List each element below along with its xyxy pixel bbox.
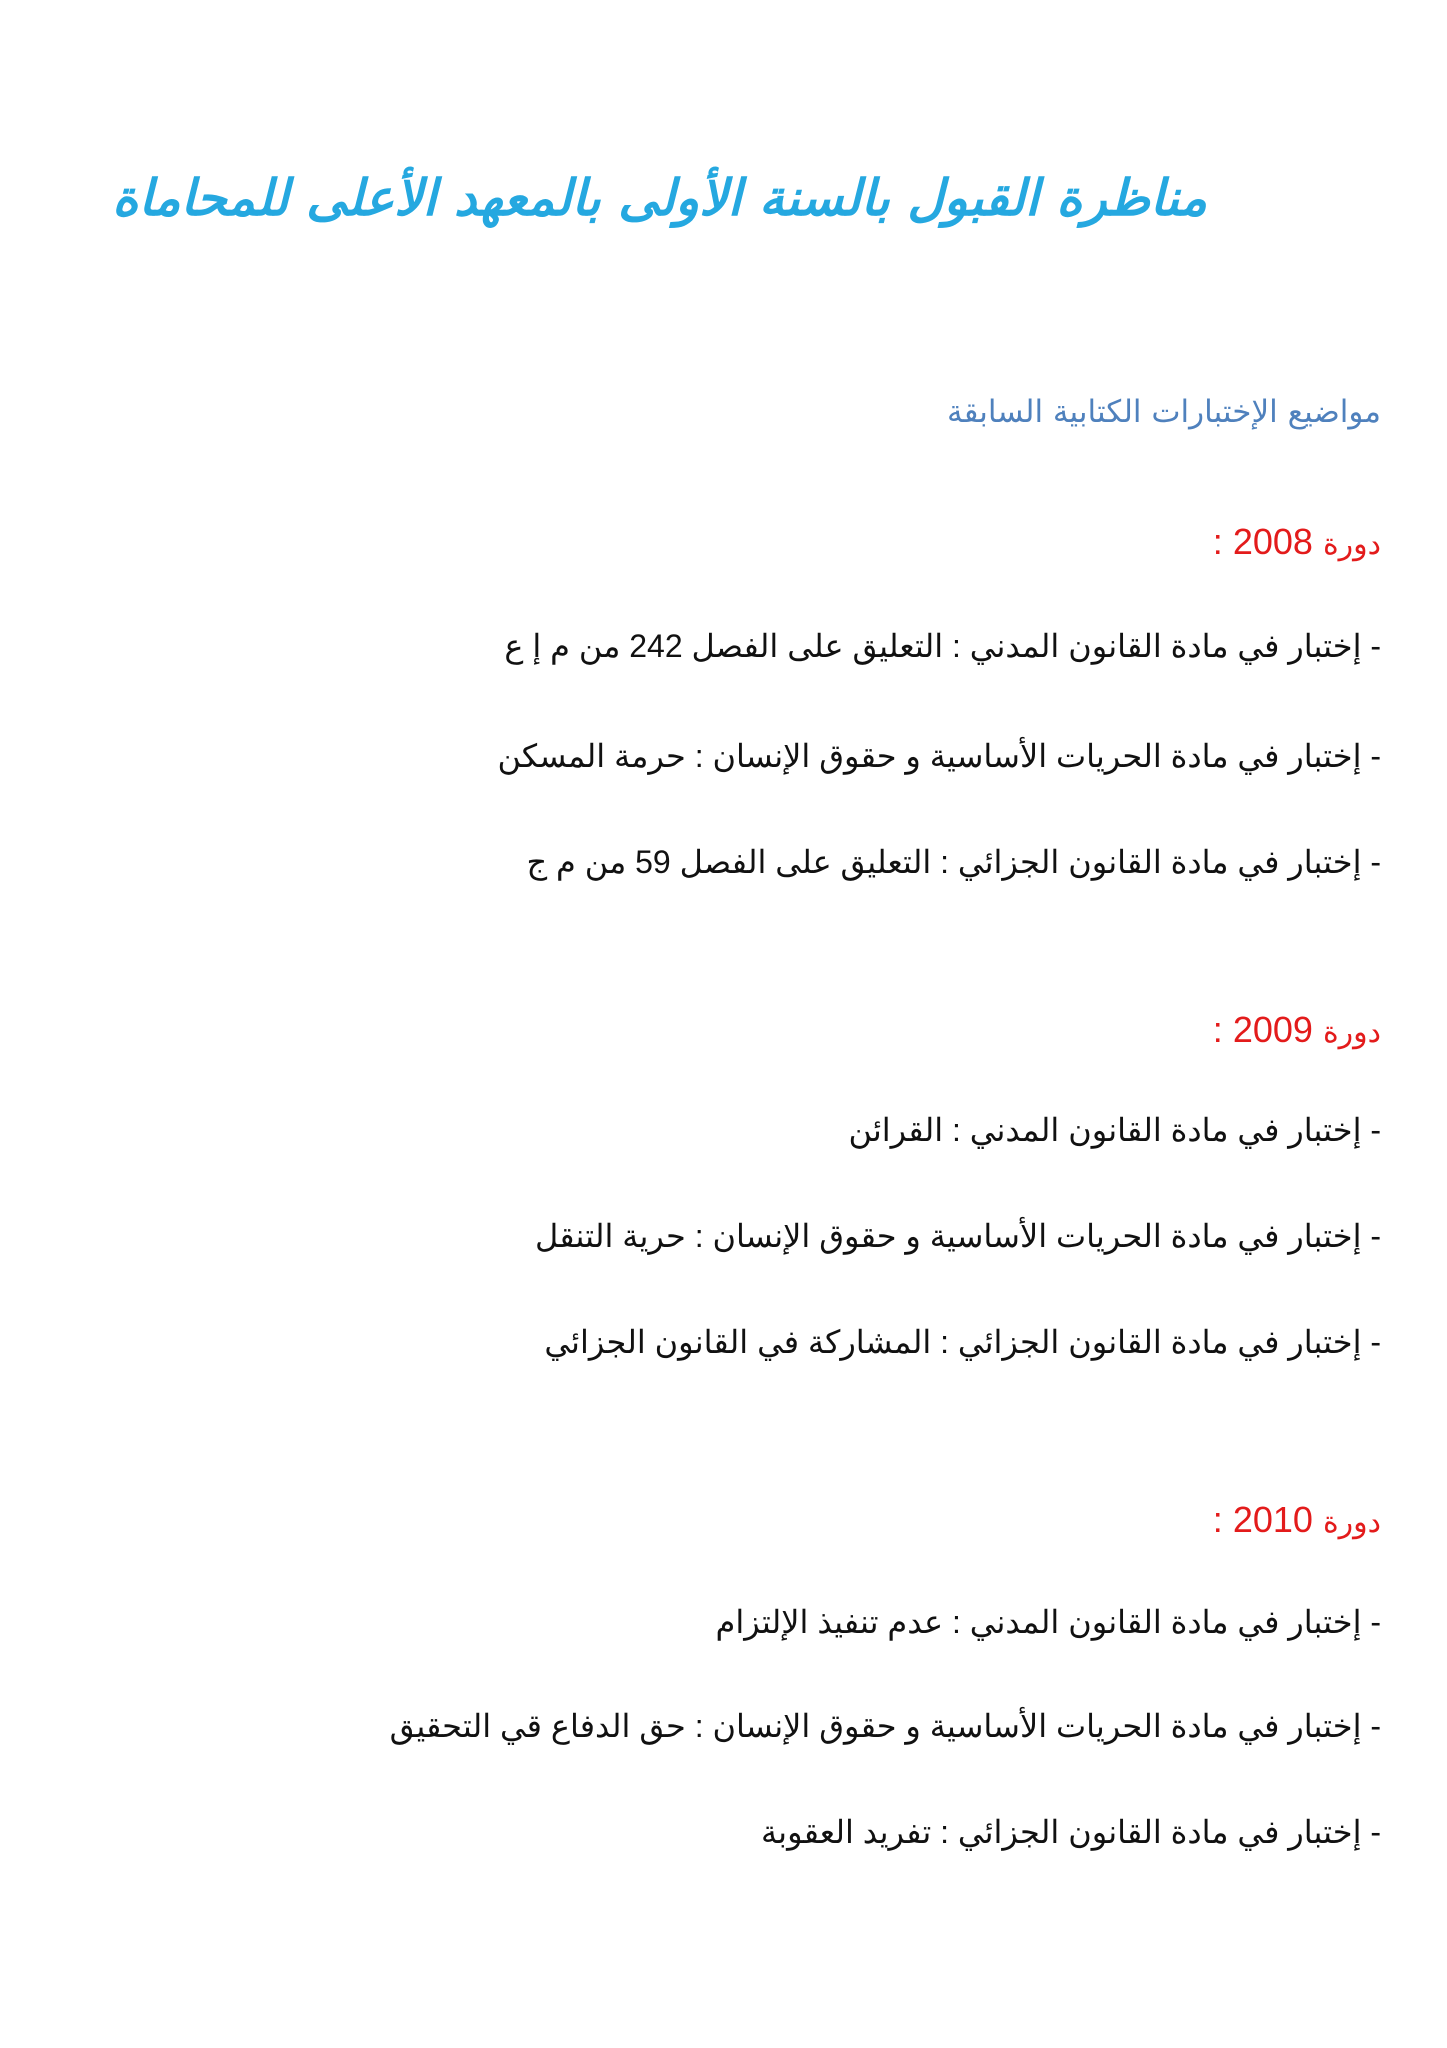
session-colon: : — [1212, 1499, 1223, 1540]
exam-item: - إختبار في مادة الحريات الأساسية و حقوق الإنسان : حق الدفاع قي التحقيق — [389, 1708, 1381, 1744]
session-label: دورة — [1322, 1016, 1381, 1049]
session-label: دورة — [1322, 1506, 1381, 1539]
session-heading-2010 — [1213, 1498, 1381, 1545]
exam-item: - إختبار في مادة القانون المدني : القرائن — [848, 1112, 1381, 1148]
session-heading-2009 — [1213, 1008, 1381, 1055]
page-title: مناظرة القبول بالسنة الأولى بالمعهد الأعلى للمحاماة — [112, 168, 1207, 227]
session-heading-2008 — [1213, 520, 1381, 567]
exam-item: - إختبار في مادة القانون الجزائي : التعليق على الفصل 59 من م ج — [526, 844, 1381, 880]
exam-item: - إختبار في مادة الحريات الأساسية و حقوق الإنسان : حرمة المسكن — [497, 738, 1381, 774]
exam-item: - إختبار في مادة القانون الجزائي : تفريد العقوبة — [761, 1814, 1381, 1850]
session-label: دورة — [1322, 528, 1381, 561]
session-colon: : — [1212, 1009, 1223, 1050]
session-year: 2010 — [1232, 1499, 1313, 1540]
exam-item: - إختبار في مادة القانون المدني : عدم تنفيذ الإلتزام — [715, 1604, 1381, 1640]
exam-item: - إختبار في مادة القانون الجزائي : المشاركة في القانون الجزائي — [544, 1324, 1381, 1360]
session-year: 2008 — [1232, 521, 1313, 562]
session-year: 2009 — [1232, 1009, 1313, 1050]
page-subtitle: مواضيع الإختبارات الكتابية السابقة — [946, 394, 1381, 430]
exam-item: - إختبار في مادة الحريات الأساسية و حقوق الإنسان : حرية التنقل — [535, 1218, 1381, 1254]
session-colon: : — [1212, 521, 1223, 562]
exam-item: - إختبار في مادة القانون المدني : التعليق على الفصل 242 من م إ ع — [504, 628, 1381, 664]
